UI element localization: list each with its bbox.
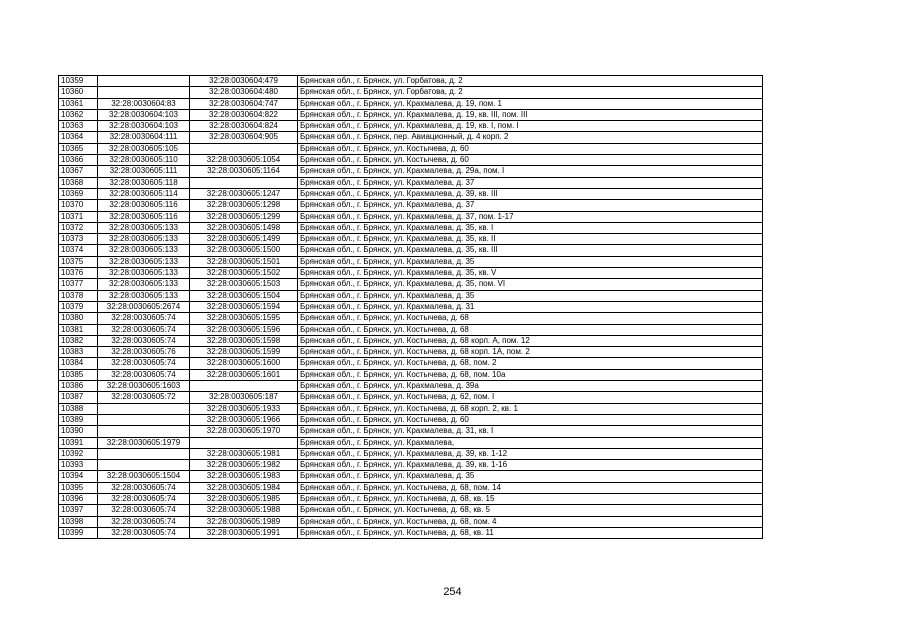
previous-cadastral-number-cell: 32:28:0030604:103	[98, 109, 190, 120]
row-number-cell: 10382	[59, 335, 98, 346]
cadastral-number-cell: 32:28:0030605:1984	[190, 482, 298, 493]
previous-cadastral-number-cell: 32:28:0030604:83	[98, 98, 190, 109]
previous-cadastral-number-cell	[98, 87, 190, 98]
cadastral-number-cell	[190, 143, 298, 154]
address-cell: Брянская обл., г. Брянск, ул. Костычева, д. 68, пом. 10а	[298, 369, 763, 380]
previous-cadastral-number-cell: 32:28:0030605:74	[98, 335, 190, 346]
row-number-cell: 10368	[59, 177, 98, 188]
address-cell: Брянская обл., г. Брянск, ул. Костычева, д. 68, пом. 4	[298, 516, 763, 527]
table-row	[59, 279, 763, 290]
row-number-cell: 10397	[59, 505, 98, 516]
table-row	[59, 347, 763, 358]
row-number-cell: 10380	[59, 313, 98, 324]
previous-cadastral-number-cell: 32:28:0030605:72	[98, 392, 190, 403]
row-number-cell: 10376	[59, 268, 98, 279]
cadastral-number-cell: 32:28:0030605:1982	[190, 460, 298, 471]
previous-cadastral-number-cell	[98, 448, 190, 459]
previous-cadastral-number-cell: 32:28:0030605:133	[98, 234, 190, 245]
table-row	[59, 268, 763, 279]
table-row	[59, 414, 763, 425]
cadastral-number-cell: 32:28:0030605:1983	[190, 471, 298, 482]
cadastral-number-cell	[190, 381, 298, 392]
address-cell: Брянская обл., г. Брянск, ул. Крахмалева, д. 19, кв. III, пом. III	[298, 109, 763, 120]
previous-cadastral-number-cell: 32:28:0030605:133	[98, 268, 190, 279]
page-number: 254	[443, 586, 462, 598]
table-row	[59, 381, 763, 392]
row-number-cell: 10371	[59, 211, 98, 222]
row-number-cell: 10390	[59, 426, 98, 437]
cadastral-number-cell: 32:28:0030605:1298	[190, 200, 298, 211]
cadastral-number-cell: 32:28:0030605:187	[190, 392, 298, 403]
table-row	[59, 301, 763, 312]
row-number-cell: 10377	[59, 279, 98, 290]
previous-cadastral-number-cell: 32:28:0030605:74	[98, 527, 190, 538]
row-number-cell: 10379	[59, 301, 98, 312]
address-cell: Брянская обл., г. Брянск, ул. Крахмалева,	[298, 437, 763, 448]
row-number-cell: 10383	[59, 347, 98, 358]
row-number-cell: 10359	[59, 76, 98, 87]
previous-cadastral-number-cell: 32:28:0030605:133	[98, 245, 190, 256]
cadastral-number-cell	[190, 437, 298, 448]
previous-cadastral-number-cell: 32:28:0030605:1603	[98, 381, 190, 392]
address-cell: Брянская обл., г. Брянск, ул. Крахмалева, д. 29а, пом. I	[298, 166, 763, 177]
address-cell: Брянская обл., г. Брянск, пер. Авиационный, д. 4 корп. 2	[298, 132, 763, 143]
table-row	[59, 313, 763, 324]
previous-cadastral-number-cell: 32:28:0030605:1979	[98, 437, 190, 448]
previous-cadastral-number-cell	[98, 76, 190, 87]
address-cell: Брянская обл., г. Брянск, ул. Крахмалева, д. 35, кв. III	[298, 245, 763, 256]
previous-cadastral-number-cell: 32:28:0030605:74	[98, 313, 190, 324]
cadastral-number-cell: 32:28:0030605:1598	[190, 335, 298, 346]
previous-cadastral-number-cell: 32:28:0030605:1504	[98, 471, 190, 482]
row-number-cell: 10366	[59, 155, 98, 166]
address-cell: Брянская обл., г. Брянск, ул. Костычева, д. 68	[298, 313, 763, 324]
address-cell: Брянская обл., г. Брянск, ул. Крахмалева, д. 39, кв. 1-12	[298, 448, 763, 459]
previous-cadastral-number-cell: 32:28:0030605:133	[98, 290, 190, 301]
address-cell: Брянская обл., г. Брянск, ул. Крахмалева, д. 31, кв. I	[298, 426, 763, 437]
address-cell: Брянская обл., г. Брянск, ул. Костычева, д. 68	[298, 324, 763, 335]
previous-cadastral-number-cell: 32:28:0030605:114	[98, 188, 190, 199]
address-cell: Брянская обл., г. Брянск, ул. Костычева, д. 62, пом. I	[298, 392, 763, 403]
row-number-cell: 10364	[59, 132, 98, 143]
row-number-cell: 10361	[59, 98, 98, 109]
row-number-cell: 10388	[59, 403, 98, 414]
previous-cadastral-number-cell: 32:28:0030605:74	[98, 369, 190, 380]
table-row	[59, 437, 763, 448]
table-row	[59, 403, 763, 414]
cadastral-number-cell: 32:28:0030605:1933	[190, 403, 298, 414]
previous-cadastral-number-cell	[98, 426, 190, 437]
cadastral-number-cell: 32:28:0030604:824	[190, 121, 298, 132]
table-row	[59, 200, 763, 211]
previous-cadastral-number-cell: 32:28:0030605:74	[98, 358, 190, 369]
cadastral-number-cell: 32:28:0030605:1499	[190, 234, 298, 245]
table-row	[59, 392, 763, 403]
table-row	[59, 177, 763, 188]
address-cell: Брянская обл., г. Брянск, ул. Крахмалева, д. 37	[298, 177, 763, 188]
cadastral-number-cell: 32:28:0030605:1981	[190, 448, 298, 459]
address-cell: Брянская обл., г. Брянск, ул. Костычева, д. 68, пом. 2	[298, 358, 763, 369]
table-row	[59, 188, 763, 199]
row-number-cell: 10373	[59, 234, 98, 245]
address-cell: Брянская обл., г. Брянск, ул. Костычева, д. 68 корп. 2, кв. 1	[298, 403, 763, 414]
table-row	[59, 76, 763, 87]
previous-cadastral-number-cell: 32:28:0030605:74	[98, 505, 190, 516]
previous-cadastral-number-cell: 32:28:0030605:74	[98, 516, 190, 527]
cadastral-number-cell: 32:28:0030604:905	[190, 132, 298, 143]
previous-cadastral-number-cell: 32:28:0030605:133	[98, 256, 190, 267]
cadastral-number-cell	[190, 177, 298, 188]
cadastral-number-cell: 32:28:0030605:1970	[190, 426, 298, 437]
row-number-cell: 10392	[59, 448, 98, 459]
cadastral-number-cell: 32:28:0030605:1599	[190, 347, 298, 358]
table-row	[59, 471, 763, 482]
previous-cadastral-number-cell: 32:28:0030605:76	[98, 347, 190, 358]
row-number-cell: 10384	[59, 358, 98, 369]
address-cell: Брянская обл., г. Брянск, ул. Крахмалева, д. 35, кв. I	[298, 222, 763, 233]
table-row	[59, 87, 763, 98]
row-number-cell: 10363	[59, 121, 98, 132]
address-cell: Брянская обл., г. Брянск, ул. Костычева, д. 60	[298, 143, 763, 154]
cadastral-number-cell: 32:28:0030604:822	[190, 109, 298, 120]
table-row	[59, 527, 763, 538]
table-row	[59, 290, 763, 301]
cadastral-number-cell: 32:28:0030605:1989	[190, 516, 298, 527]
row-number-cell: 10381	[59, 324, 98, 335]
previous-cadastral-number-cell: 32:28:0030605:74	[98, 493, 190, 504]
previous-cadastral-number-cell: 32:28:0030605:111	[98, 166, 190, 177]
table-row	[59, 245, 763, 256]
address-cell: Брянская обл., г. Брянск, ул. Горбатова, д. 2	[298, 87, 763, 98]
cadastral-number-cell: 32:28:0030605:1504	[190, 290, 298, 301]
address-cell: Брянская обл., г. Брянск, ул. Костычева, д. 68 корп. А, пом. 12	[298, 335, 763, 346]
table-row	[59, 98, 763, 109]
row-number-cell: 10394	[59, 471, 98, 482]
table-row	[59, 505, 763, 516]
previous-cadastral-number-cell: 32:28:0030604:103	[98, 121, 190, 132]
address-cell: Брянская обл., г. Брянск, ул. Крахмалева, д. 35, пом. VI	[298, 279, 763, 290]
row-number-cell: 10399	[59, 527, 98, 538]
row-number-cell: 10375	[59, 256, 98, 267]
previous-cadastral-number-cell: 32:28:0030605:2674	[98, 301, 190, 312]
table-row	[59, 211, 763, 222]
table-row	[59, 460, 763, 471]
table-row	[59, 358, 763, 369]
address-cell: Брянская обл., г. Брянск, ул. Крахмалева, д. 39, кв. III	[298, 188, 763, 199]
row-number-cell: 10393	[59, 460, 98, 471]
previous-cadastral-number-cell: 32:28:0030605:116	[98, 211, 190, 222]
address-cell: Брянская обл., г. Брянск, ул. Костычева, д. 68, кв. 5	[298, 505, 763, 516]
cadastral-number-cell: 32:28:0030605:1164	[190, 166, 298, 177]
address-cell: Брянская обл., г. Брянск, ул. Крахмалева, д. 35	[298, 256, 763, 267]
address-cell: Брянская обл., г. Брянск, ул. Крахмалева, д. 35, кв. V	[298, 268, 763, 279]
table-row	[59, 482, 763, 493]
row-number-cell: 10370	[59, 200, 98, 211]
row-number-cell: 10389	[59, 414, 98, 425]
cadastral-number-cell: 32:28:0030605:1054	[190, 155, 298, 166]
row-number-cell: 10386	[59, 381, 98, 392]
previous-cadastral-number-cell	[98, 460, 190, 471]
address-cell: Брянская обл., г. Брянск, ул. Крахмалева, д. 19, кв. I, пом. I	[298, 121, 763, 132]
table-row	[59, 369, 763, 380]
table-row	[59, 166, 763, 177]
table-row	[59, 335, 763, 346]
cadastral-number-cell: 32:28:0030605:1966	[190, 414, 298, 425]
row-number-cell: 10391	[59, 437, 98, 448]
address-cell: Брянская обл., г. Брянск, ул. Крахмалева, д. 19, пом. 1	[298, 98, 763, 109]
row-number-cell: 10378	[59, 290, 98, 301]
table-row	[59, 234, 763, 245]
cadastral-number-cell: 32:28:0030605:1991	[190, 527, 298, 538]
previous-cadastral-number-cell: 32:28:0030604:111	[98, 132, 190, 143]
previous-cadastral-number-cell: 32:28:0030605:74	[98, 482, 190, 493]
address-cell: Брянская обл., г. Брянск, ул. Крахмалева, д. 35	[298, 471, 763, 482]
address-cell: Брянская обл., г. Брянск, ул. Крахмалева, д. 37, пом. 1-17	[298, 211, 763, 222]
address-cell: Брянская обл., г. Брянск, ул. Костычева, д. 60	[298, 155, 763, 166]
row-number-cell: 10369	[59, 188, 98, 199]
table-row	[59, 256, 763, 267]
cadastral-number-cell: 32:28:0030605:1498	[190, 222, 298, 233]
table-row	[59, 155, 763, 166]
previous-cadastral-number-cell: 32:28:0030605:110	[98, 155, 190, 166]
address-cell: Брянская обл., г. Брянск, ул. Крахмалева, д. 39, кв. 1-16	[298, 460, 763, 471]
row-number-cell: 10365	[59, 143, 98, 154]
address-cell: Брянская обл., г. Брянск, ул. Костычева, д. 68 корп. 1А, пом. 2	[298, 347, 763, 358]
previous-cadastral-number-cell: 32:28:0030605:116	[98, 200, 190, 211]
row-number-cell: 10362	[59, 109, 98, 120]
address-cell: Брянская обл., г. Брянск, ул. Горбатова, д. 2	[298, 76, 763, 87]
cadastral-number-cell: 32:28:0030605:1601	[190, 369, 298, 380]
address-cell: Брянская обл., г. Брянск, ул. Костычева, д. 60	[298, 414, 763, 425]
address-cell: Брянская обл., г. Брянск, ул. Костычева, д. 68, кв. 11	[298, 527, 763, 538]
table-row	[59, 426, 763, 437]
cadastral-number-cell: 32:28:0030605:1503	[190, 279, 298, 290]
cadastral-number-cell: 32:28:0030605:1299	[190, 211, 298, 222]
registry-table	[58, 75, 763, 539]
previous-cadastral-number-cell	[98, 403, 190, 414]
cadastral-number-cell: 32:28:0030605:1595	[190, 313, 298, 324]
row-number-cell: 10374	[59, 245, 98, 256]
address-cell: Брянская обл., г. Брянск, ул. Крахмалева, д. 35, кв. II	[298, 234, 763, 245]
previous-cadastral-number-cell: 32:28:0030605:133	[98, 279, 190, 290]
cadastral-number-cell: 32:28:0030605:1247	[190, 188, 298, 199]
previous-cadastral-number-cell	[98, 414, 190, 425]
cadastral-number-cell: 32:28:0030604:479	[190, 76, 298, 87]
address-cell: Брянская обл., г. Брянск, ул. Костычева, д. 68, кв. 15	[298, 493, 763, 504]
cadastral-number-cell: 32:28:0030605:1502	[190, 268, 298, 279]
cadastral-number-cell: 32:28:0030605:1594	[190, 301, 298, 312]
cadastral-number-cell: 32:28:0030605:1501	[190, 256, 298, 267]
table-row	[59, 121, 763, 132]
address-cell: Брянская обл., г. Брянск, ул. Крахмалева, д. 35	[298, 290, 763, 301]
cadastral-number-cell: 32:28:0030605:1500	[190, 245, 298, 256]
table-row	[59, 109, 763, 120]
address-cell: Брянская обл., г. Брянск, ул. Крахмалева, д. 31	[298, 301, 763, 312]
table-row	[59, 222, 763, 233]
previous-cadastral-number-cell: 32:28:0030605:74	[98, 324, 190, 335]
cadastral-number-cell: 32:28:0030605:1600	[190, 358, 298, 369]
address-cell: Брянская обл., г. Брянск, ул. Костычева, д. 68, пом. 14	[298, 482, 763, 493]
address-cell: Брянская обл., г. Брянск, ул. Крахмалева, д. 37	[298, 200, 763, 211]
row-number-cell: 10360	[59, 87, 98, 98]
row-number-cell: 10395	[59, 482, 98, 493]
row-number-cell: 10396	[59, 493, 98, 504]
table-row	[59, 132, 763, 143]
previous-cadastral-number-cell: 32:28:0030605:118	[98, 177, 190, 188]
row-number-cell: 10398	[59, 516, 98, 527]
table-row	[59, 143, 763, 154]
previous-cadastral-number-cell: 32:28:0030605:105	[98, 143, 190, 154]
cadastral-number-cell: 32:28:0030605:1988	[190, 505, 298, 516]
table-row	[59, 516, 763, 527]
table-row	[59, 324, 763, 335]
row-number-cell: 10367	[59, 166, 98, 177]
table-row	[59, 448, 763, 459]
row-number-cell: 10387	[59, 392, 98, 403]
cadastral-number-cell: 32:28:0030605:1596	[190, 324, 298, 335]
row-number-cell: 10372	[59, 222, 98, 233]
row-number-cell: 10385	[59, 369, 98, 380]
cadastral-number-cell: 32:28:0030604:480	[190, 87, 298, 98]
table-row	[59, 493, 763, 504]
registry-table-body	[59, 76, 763, 539]
address-cell: Брянская обл., г. Брянск, ул. Крахмалева, д. 39а	[298, 381, 763, 392]
previous-cadastral-number-cell: 32:28:0030605:133	[98, 222, 190, 233]
cadastral-number-cell: 32:28:0030605:1985	[190, 493, 298, 504]
cadastral-number-cell: 32:28:0030604:747	[190, 98, 298, 109]
